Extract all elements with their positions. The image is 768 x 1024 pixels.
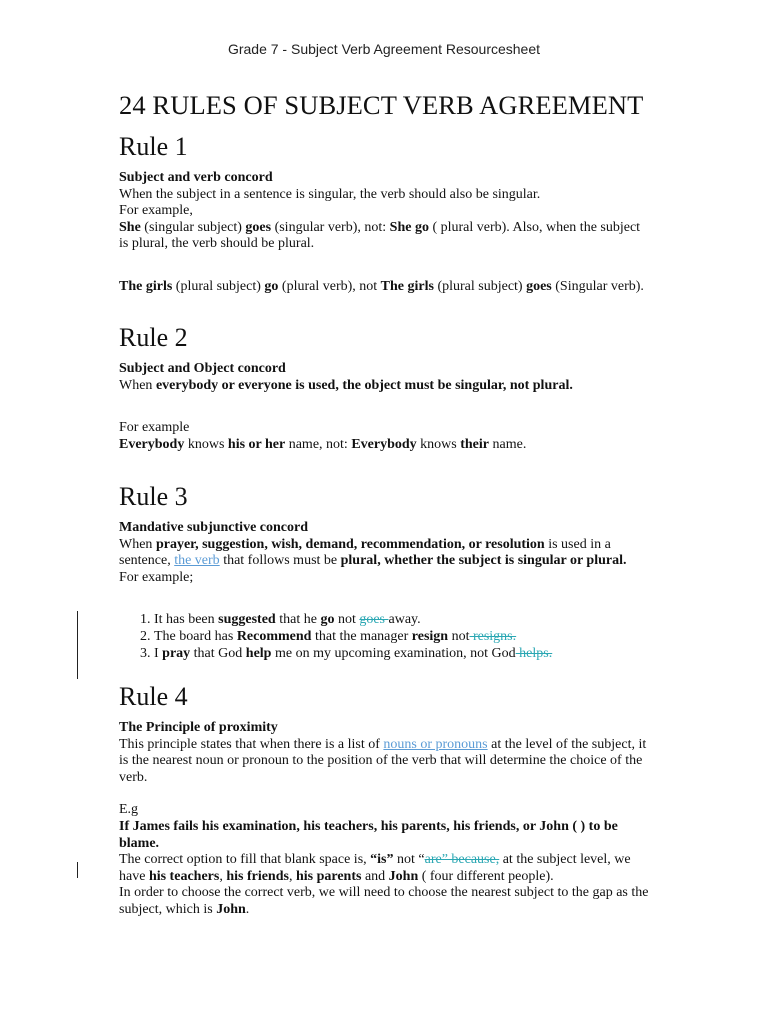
hyperlink[interactable]: the verb bbox=[174, 553, 220, 569]
tracked-deletion: helps. bbox=[515, 645, 553, 661]
example-paragraph: She (singular subject) goes (singular verb), not: She go ( plural verb). Also, when the subject is plural, the verb should be plural. bbox=[119, 219, 641, 252]
paragraph: For example; bbox=[119, 569, 194, 585]
example-paragraph: Everybody knows his or her name, not: Everybody knows their name. bbox=[119, 436, 527, 452]
document-title: 24 RULES OF SUBJECT VERB AGREEMENT bbox=[119, 90, 644, 120]
rule-subtitle: Mandative subjunctive concord bbox=[119, 520, 308, 535]
tracked-deletion: resigns. bbox=[469, 628, 517, 644]
paragraph: When prayer, suggestion, wish, demand, recommendation, or resolution is used in a sentence, the verb that follows must be plural, whether the subject is singular or plural. bbox=[119, 536, 627, 569]
tracked-deletion: are” because, bbox=[424, 852, 500, 868]
rule-heading: Rule 2 bbox=[119, 323, 188, 352]
rule-3-section bbox=[119, 480, 651, 662]
rule-heading: Rule 3 bbox=[119, 482, 188, 511]
rule-heading: Rule 4 bbox=[119, 682, 188, 711]
document-body bbox=[119, 88, 651, 917]
rule-subtitle: Subject and verb concord bbox=[119, 170, 273, 185]
rule-2-section bbox=[119, 321, 651, 453]
rule-1-section bbox=[119, 130, 651, 296]
page-header: Grade 7 - Subject Verb Agreement Resourcesheet bbox=[227, 41, 541, 57]
example-sentence: If James fails his examination, his teachers, his parents, his friends, or John ( ) to be blame. bbox=[119, 818, 618, 851]
rule-subtitle: Subject and Object concord bbox=[119, 361, 286, 376]
paragraph: The correct option to fill that blank space is, “is” not “are” because, at the subject level, we have his teachers, his friends, his parents and John ( four different people). bbox=[119, 852, 631, 884]
tracked-deletion: goes bbox=[359, 612, 389, 628]
paragraph: For example, bbox=[119, 203, 193, 219]
paragraph: In order to choose the correct verb, we will need to choose the nearest subject to the gap as the subject, which is John. bbox=[119, 885, 649, 917]
example-paragraph: The girls (plural subject) go (plural verb), not The girls (plural subject) goes (Singular verb). bbox=[119, 278, 644, 294]
change-bar bbox=[77, 611, 78, 679]
paragraph: E.g bbox=[119, 802, 139, 818]
list-item: 3. I pray that God help me on my upcoming examination, not God helps. bbox=[154, 646, 651, 663]
paragraph: For example bbox=[119, 420, 190, 436]
paragraph: When the subject in a sentence is singular, the verb should also be singular. bbox=[119, 186, 541, 202]
hyperlink[interactable]: nouns or pronouns bbox=[383, 736, 488, 752]
example-list bbox=[119, 612, 651, 662]
rule-subtitle: The Principle of proximity bbox=[119, 720, 278, 735]
list-item: 2. The board has Recommend that the manager resign not resigns. bbox=[154, 629, 651, 646]
paragraph: When everybody or everyone is used, the object must be singular, not plural. bbox=[119, 377, 573, 393]
list-item: 1. It has been suggested that he go not goes away. bbox=[154, 612, 651, 629]
paragraph: This principle states that when there is a list of nouns or pronouns at the level of the subject, it is the nearest noun or pronoun to the position of the verb that will determine the choice of the verb. bbox=[119, 736, 647, 785]
change-bar bbox=[77, 862, 78, 878]
rule-4-section bbox=[119, 680, 651, 919]
rule-heading: Rule 1 bbox=[119, 132, 188, 161]
